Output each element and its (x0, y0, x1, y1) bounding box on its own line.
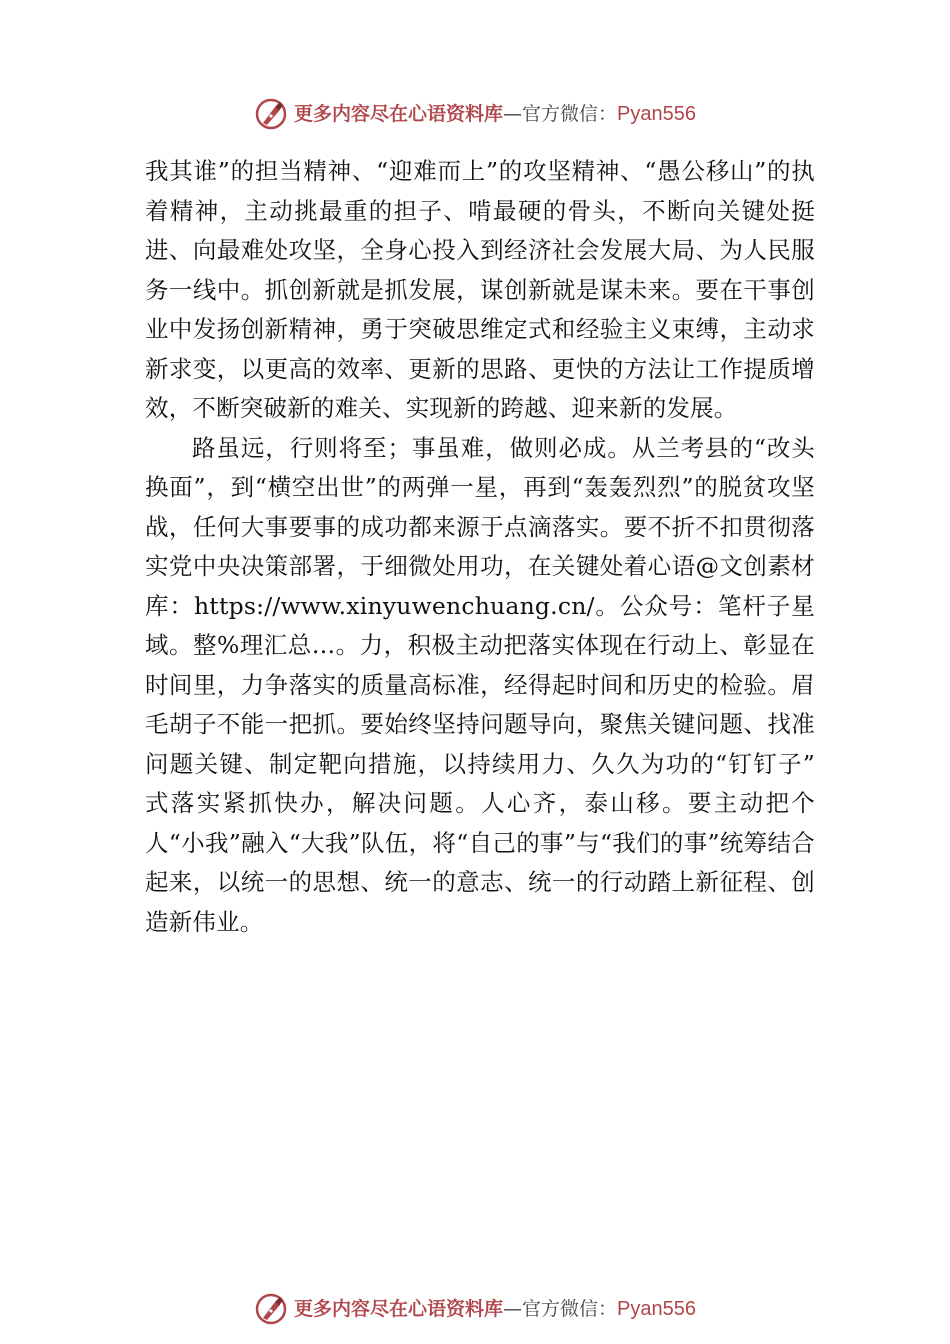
footer-banner-title: 更多内容尽在心语资料库 (294, 1298, 504, 1320)
header-banner-text (294, 101, 696, 127)
footer-banner-text (294, 1296, 696, 1322)
header-banner (0, 94, 950, 134)
document-body (145, 152, 815, 942)
pen-nib-logo-icon (254, 97, 288, 131)
header-banner-label: 官方微信： (522, 103, 618, 125)
footer-banner-label: 官方微信： (522, 1298, 618, 1320)
footer-banner (0, 1289, 950, 1329)
footer-banner-id: Pyan556 (617, 1298, 696, 1320)
pen-nib-logo-icon (254, 1292, 288, 1326)
footer-banner-dash: — (503, 1298, 523, 1320)
paragraph-1: 我其谁”的担当精神、“迎难而上”的攻坚精神、“愚公移山”的执着精神，主动挑最重的担子、啃最硬的骨头，不断向关键处挺进、向最难处攻坚，全身心投入到经济社会发展大局、为人民服务一线中。抓创新就是抓发展，谋创新就是谋未来。要在干事创业中发扬创新精神，勇于突破思维定式和经验主义束缚，主动求新求变，以更高的效率、更新的思路、更快的方法让工作提质增效，不断突破新的难关、实现新的跨越、迎来新的发展。 (145, 157, 815, 422)
header-banner-dash: — (503, 103, 523, 125)
header-banner-id: Pyan556 (617, 103, 696, 125)
paragraph-2: 路虽远，行则将至；事虽难，做则必成。从兰考县的“改头换面”，到“横空出世”的两弹一星，再到“轰轰烈烈”的脱贫攻坚战，任何大事要事的成功都来源于点滴落实。要不折不扣贯彻落实党中央决策部署，于细微处用功，在关键处着心语@文创素材库：https://www.xinyuwenchuang.cn/。公众号：笔杆子星域。整%理汇总…。力，积极主动把落实体现在行动上、彰显在时间里，力争落实的质量高标准，经得起时间和历史的检验。眉毛胡子不能一把抓。要始终坚持问题导向，聚焦关键问题、找准问题关键、制定靶向措施，以持续用力、久久为功的“钉钉子” 式落实紧抓快办，解决问题。人心齐，泰山移。要主动把个人“小我”融入“大我”队伍，将“自己的事”与“我们的事”统筹结合起来，以统一的思想、统一的意志、统一的行动踏上新征程、创造新伟业。 (145, 433, 815, 936)
header-banner-title: 更多内容尽在心语资料库 (294, 103, 504, 125)
